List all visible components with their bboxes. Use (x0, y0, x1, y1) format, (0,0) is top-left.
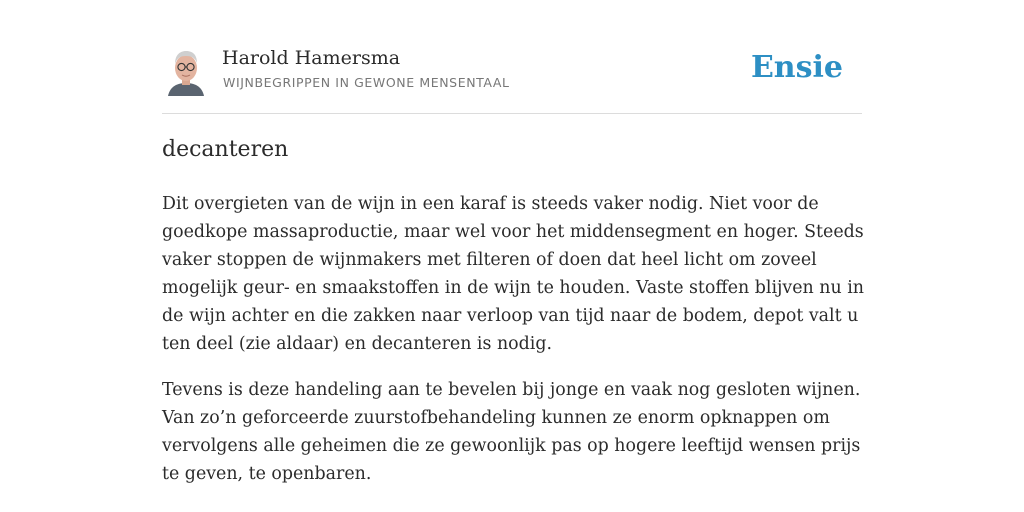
author-header (162, 44, 862, 114)
author-name[interactable]: Harold Hamersma (222, 47, 401, 69)
author-avatar[interactable] (166, 48, 206, 96)
entry-body (162, 190, 867, 506)
ensie-logo[interactable]: Ensie (750, 50, 843, 85)
entry-paragraph: Tevens is deze handeling aan te bevelen bij jonge en vaak nog gesloten wijnen. Van zo’n geforceerde zuurstofbehandeling kunnen ze enorm opknappen om vervolgens alle geheimen die ze gewoonlijk pas op hogere leeftijd wensen prijs te geven, te openbaren. (162, 380, 861, 484)
entry-title: decanteren (162, 137, 289, 162)
person-portrait-icon (166, 48, 206, 96)
author-tagline: WIJNBEGRIPPEN IN GEWONE MENSENTAAL (223, 75, 510, 90)
entry-paragraph: Dit overgieten van de wijn in een karaf is steeds vaker nodig. Niet voor de goedkope massaproductie, maar wel voor het middensegment en hoger. Steeds vaker stoppen de wijnmakers met filteren of doen dat heel licht om zoveel mogelijk geur- en smaakstoffen in de wijn te houden. Vaste stoffen blijven nu in de wijn achter en die zakken naar verloop van tijd naar de bodem, depot valt u ten deel (zie aldaar) en decanteren is nodig. (162, 194, 864, 354)
